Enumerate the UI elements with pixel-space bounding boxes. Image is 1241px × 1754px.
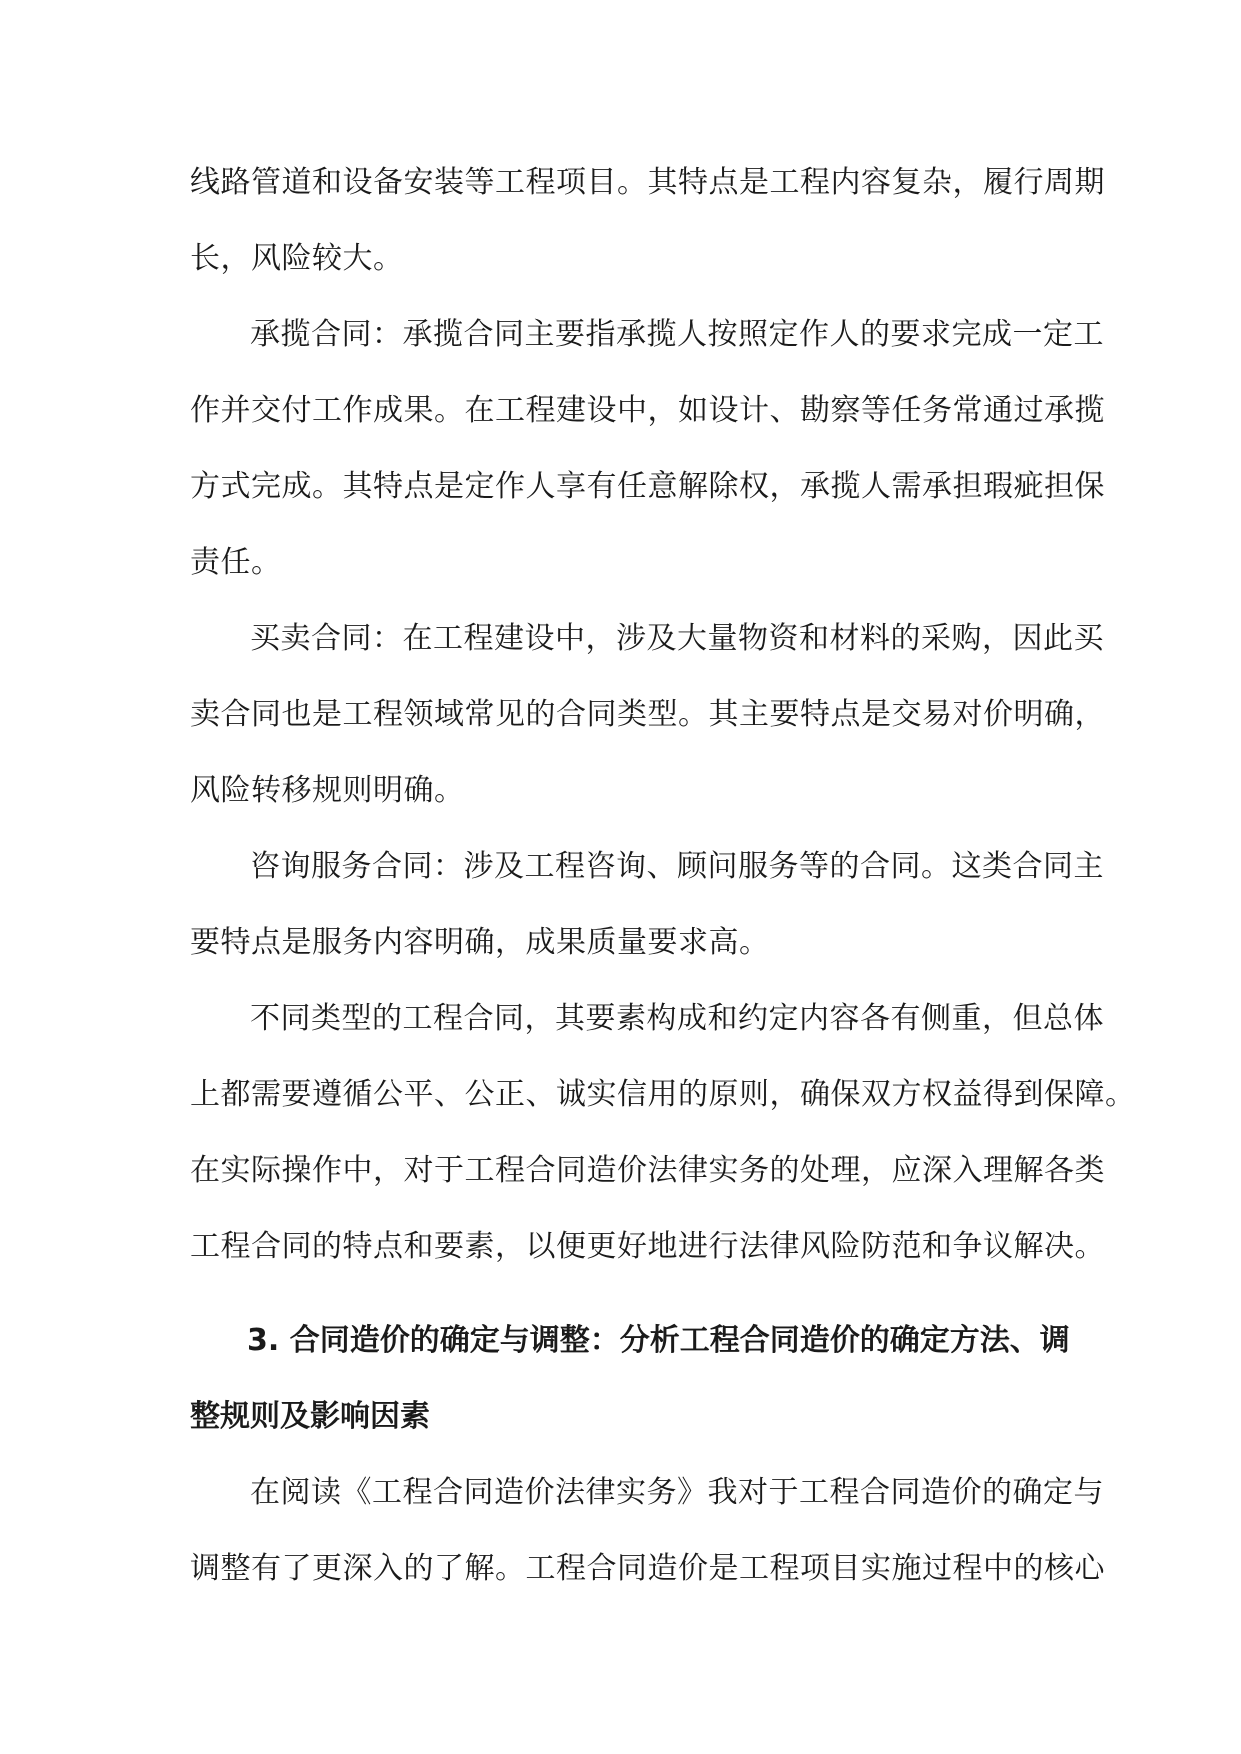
text-line: 买卖合同：在工程建设中，涉及大量物资和材料的采购，因此买 (250, 621, 1104, 656)
text-line: 长，风险较大。 (190, 241, 404, 276)
paragraph-summary (190, 981, 1136, 1285)
text-line: 线路管道和设备安装等工程项目。其特点是工程内容复杂，履行周期 (190, 165, 1105, 200)
text-line: 责任。 (190, 545, 282, 580)
paragraph-sales-contract (190, 601, 1105, 829)
text-line: 咨询服务合同：涉及工程咨询、顾问服务等的合同。这类合同主 (250, 849, 1104, 884)
text-line: 作并交付工作成果。在工程建设中，如设计、勘察等任务常通过承揽 (190, 393, 1105, 428)
text-line: 方式完成。其特点是定作人享有任意解除权，承揽人需承担瑕疵担保 (190, 469, 1105, 504)
paragraph-work-contract (190, 297, 1105, 601)
document-page (190, 145, 1136, 1607)
text-line: 要特点是服务内容明确，成果质量要求高。 (190, 925, 770, 960)
paragraph-consulting-contract (190, 829, 1104, 981)
text-line: 风险转移规则明确。 (190, 773, 465, 808)
text-line: 承揽合同：承揽合同主要指承揽人按照定作人的要求完成一定工 (250, 317, 1104, 352)
section-heading (190, 1303, 1070, 1455)
text-line: 不同类型的工程合同，其要素构成和约定内容各有侧重，但总体 (250, 1001, 1104, 1036)
heading-line: 3. 合同造价的确定与调整：分析工程合同造价的确定方法、调 (247, 1323, 1070, 1358)
text-line: 在阅读《工程合同造价法律实务》我对于工程合同造价的确定与 (250, 1475, 1104, 1510)
text-line: 卖合同也是工程领域常见的合同类型。其主要特点是交易对价明确， (190, 697, 1105, 732)
paragraph-reading-notes (190, 1455, 1105, 1607)
text-line: 在实际操作中，对于工程合同造价法律实务的处理，应深入理解各类 (190, 1153, 1105, 1188)
text-line: 调整有了更深入的了解。工程合同造价是工程项目实施过程中的核心 (190, 1551, 1105, 1586)
paragraph-construction-contract (190, 145, 1105, 297)
heading-line: 整规则及影响因素 (190, 1399, 430, 1434)
text-line: 上都需要遵循公平、公正、诚实信用的原则，确保双方权益得到保障。 (190, 1077, 1136, 1112)
text-line: 工程合同的特点和要素，以便更好地进行法律风险防范和争议解决。 (190, 1229, 1105, 1264)
